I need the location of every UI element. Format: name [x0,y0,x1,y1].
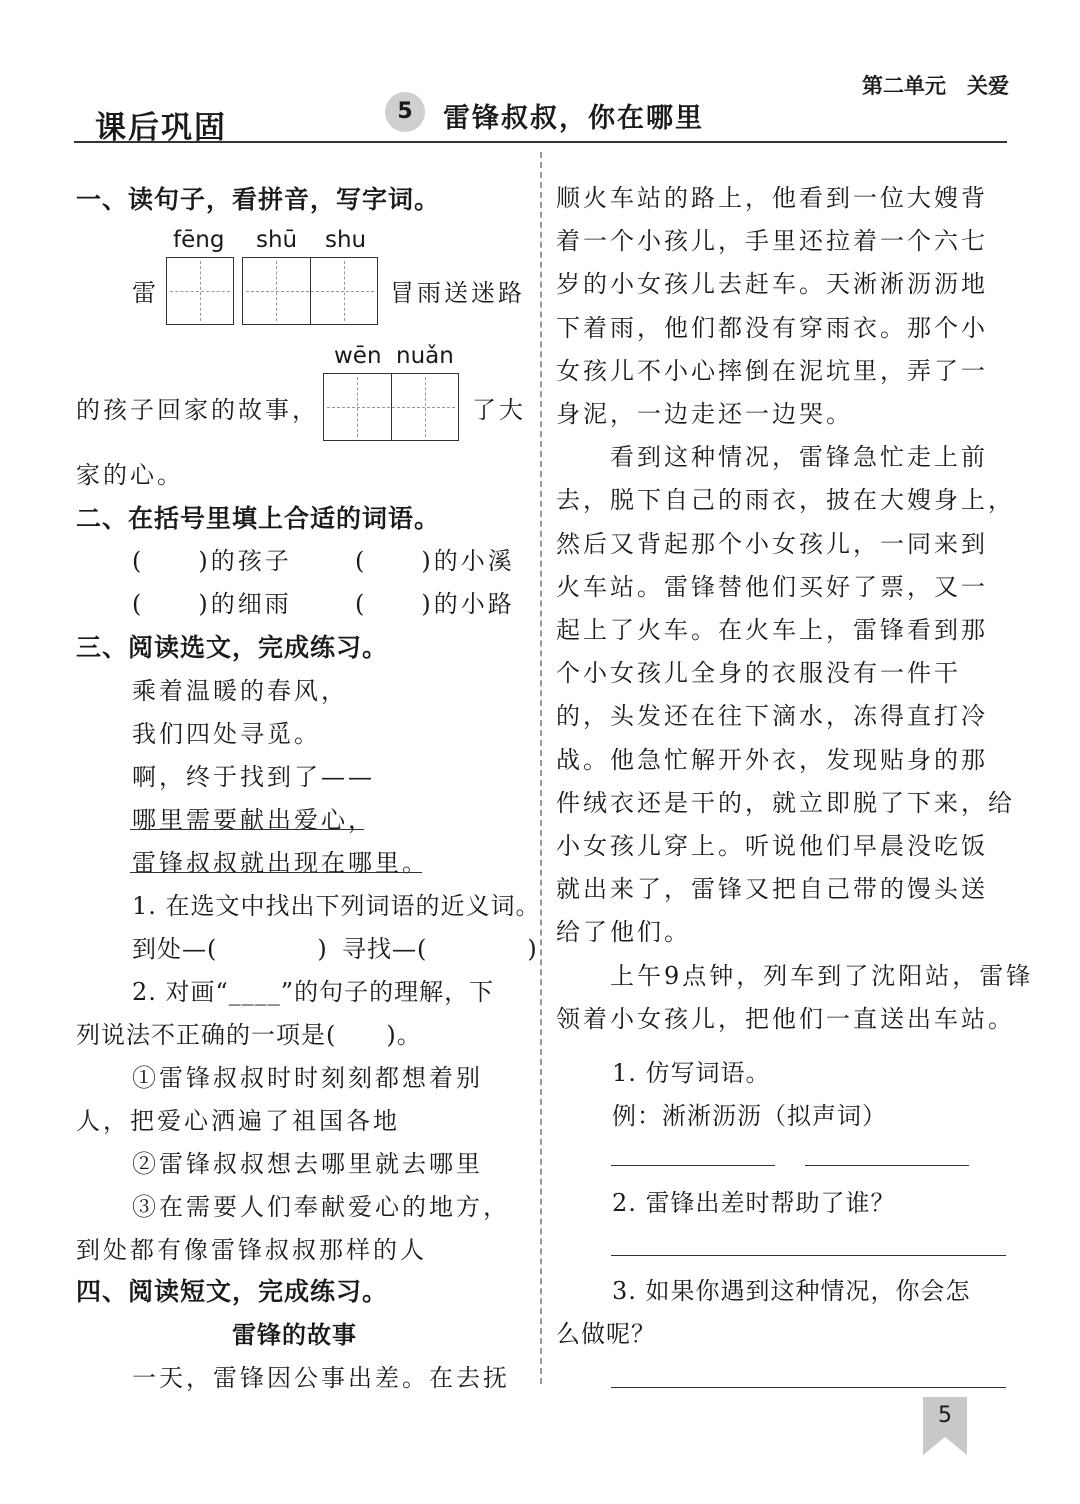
story-line: 领着小女孩儿，把他们一直送出车站。 [556,1004,1015,1033]
q1-text-line3: 家的心。 [76,461,184,489]
lesson-title: 雷锋叔叔，你在哪里 [443,103,704,134]
story-title: 雷锋的故事 [232,1321,357,1349]
q4-ex1-example: 例：淅淅沥沥（拟声词） [612,1102,887,1130]
q3-ex1-answer-b[interactable]: 寻找—( ) [342,935,538,963]
story-line: 女孩儿不小心摔倒在泥坑里，弄了一 [556,356,988,385]
q4-ex2-answer-line[interactable] [611,1255,1006,1256]
lesson-number-badge [385,92,425,132]
story-line: 火车站。雷锋替他们买好了票，又一 [556,572,988,601]
q3-ex2-line2: 列说法不正确的一项是( )。 [76,1021,422,1049]
q4-ex1: 1. 仿写词语。 [612,1059,771,1087]
q3-option-3-line1[interactable]: ③在需要人们奉献爱心的地方， [132,1193,510,1221]
q4-ex3-line1: 3. 如果你遇到这种情况，你会怎 [612,1277,971,1305]
story-line: 岁的小女孩儿去赶车。天淅淅沥沥地 [556,270,988,299]
story-line: 上午9点钟，列车到了沈阳站，雷锋 [556,961,1034,990]
section-title: 课后巩固 [95,110,227,146]
q1-text-after1: 冒雨送迷路 [390,279,525,307]
story-line: 顺火车站的路上，他看到一位大嫂背 [556,184,988,212]
story-line: 身泥，一边走还一边哭。 [556,400,853,428]
story-line: 下着雨，他们都没有穿雨衣。那个小 [556,313,988,342]
poem-underline-2 [130,872,422,873]
story-line: 起上了火车。在火车上，雷锋看到那 [556,616,988,644]
q3-option-2[interactable]: ②雷锋叔叔想去哪里就去哪里 [132,1150,483,1178]
q4-ex3-line2: 么做呢？ [556,1320,656,1348]
story-line: 就出来了，雷锋又把自己带的馒头送 [556,875,988,904]
header-rule [74,141,1007,143]
poem-underline-1 [130,829,364,830]
q3-ex1-answer-a[interactable]: 到处—( ) [132,935,328,963]
q3-option-1-line2: 人，把爱心洒遍了祖国各地 [76,1107,400,1135]
pinyin-shu2: shu [325,227,367,253]
column-divider [540,152,542,1384]
q3-option-3-line2: 到处都有像雷锋叔叔那样的人 [76,1236,427,1264]
story-line: 给了他们。 [556,918,691,947]
story-line: 件绒衣还是干的，就立即脱了下来，给 [556,788,1015,817]
pinyin-nuan: nuǎn [396,343,454,369]
q3-option-1-line1[interactable]: ①雷锋叔叔时时刻刻都想着别 [132,1064,483,1092]
q1-text-line2: 的孩子回家的故事， [76,396,319,424]
q2-item-stream[interactable]: ( )的小溪 [355,547,515,575]
story-line: 去，脱下自己的雨衣，披在大嫂身上， [556,486,1015,515]
story-line: 个小女孩儿全身的衣服没有一件干 [556,659,961,688]
poem-line-4: 哪里需要献出爱心， [132,806,375,834]
q2-item-path[interactable]: ( )的小路 [355,590,515,618]
story-line: 小女孩儿穿上。听说他们早晨没吃饭 [556,832,988,860]
q1-heading: 一、读句子，看拼音，写字词。 [76,185,441,214]
char-box-feng[interactable] [166,257,234,325]
q1-char-lei: 雷 [132,279,159,307]
q2-item-child[interactable]: ( )的孩子 [132,547,292,575]
char-box-shushu[interactable] [242,257,378,325]
poem-line-3: 啊，终于找到了—— [132,763,375,791]
story-line: 战。他急忙解开外衣，发现贴身的那 [556,745,988,774]
poem-line-1: 乘着温暖的春风， [132,677,348,705]
unit-label: 第二单元 关爱 [862,74,1009,98]
char-box-wennuan[interactable] [323,373,459,441]
story-left-line: 一天，雷锋因公事出差。在去抚 [132,1364,510,1392]
q4-ex2: 2. 雷锋出差时帮助了谁？ [612,1189,896,1217]
q4-heading: 四、阅读短文，完成练习。 [76,1277,389,1306]
q4-ex3-answer-line[interactable] [611,1387,1006,1388]
pinyin-feng: fēng [173,227,225,253]
page-number: 5 [938,1403,952,1428]
q3-heading: 三、阅读选文，完成练习。 [76,633,389,662]
q3-ex1: 1. 在选文中找出下列词语的近义词。 [132,892,541,920]
poem-line-5: 雷锋叔叔就出现在哪里。 [132,849,429,877]
pinyin-shu1: shū [256,227,298,253]
q2-heading: 二、在括号里填上合适的词语。 [76,504,441,533]
page-number-tab [923,1397,967,1455]
q1-text-after2: 了大 [472,396,526,424]
pinyin-wen: wēn [334,343,382,369]
story-line: 看到这种情况，雷锋急忙走上前 [556,443,988,472]
story-line: 着一个小孩儿，手里还拉着一个六七 [556,227,988,256]
q3-ex2-line1: 2. 对画“____”的句子的理解，下 [132,978,495,1006]
poem-line-2: 我们四处寻觅。 [132,720,321,748]
story-line: 的，头发还在往下滴水，冻得直打冷 [556,702,988,731]
q4-ex1-blank-1[interactable] [611,1165,775,1166]
q4-ex1-blank-2[interactable] [805,1165,969,1166]
story-line: 然后又背起那个小女孩儿，一同来到 [556,529,988,558]
q2-item-rain[interactable]: ( )的细雨 [132,590,292,618]
lesson-number: 5 [397,99,413,124]
